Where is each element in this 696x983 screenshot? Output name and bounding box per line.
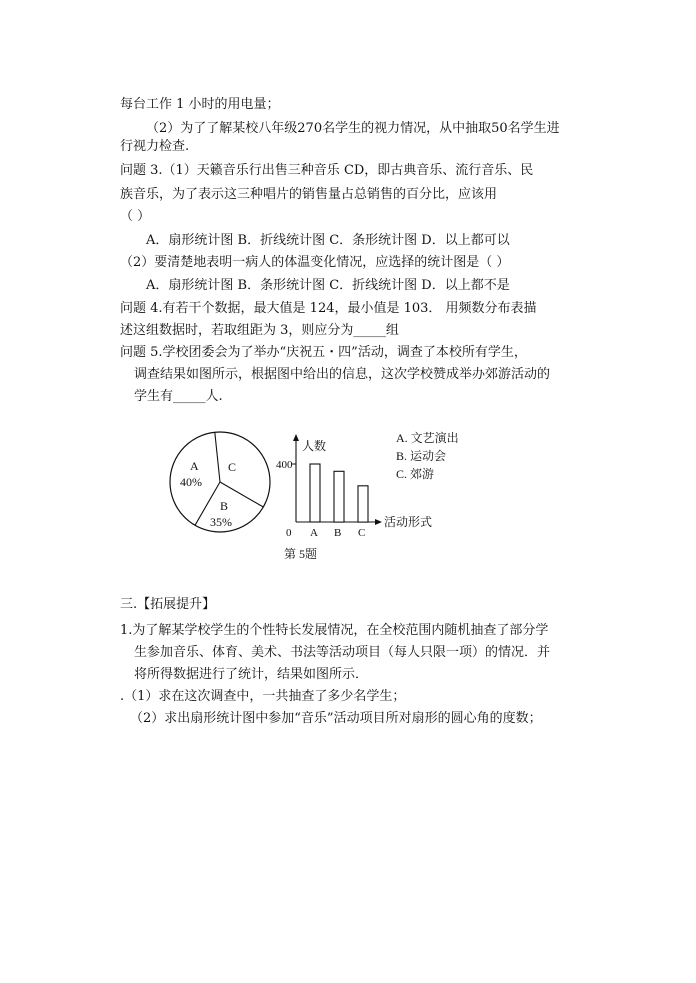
text-line: （2）求出扇形统计图中参加“音乐”活动项目所对扇形的圆心角的度数； <box>130 711 542 726</box>
legend-item-c: C. 郊游 <box>396 467 435 481</box>
y-tick-label: 400 <box>276 459 293 471</box>
text-line: 每台工作 1 小时的用电量； <box>120 97 280 112</box>
figure-q5 <box>150 426 480 566</box>
text-line: 述这组数据时，若取组距为 3，则应分为_____组 <box>120 323 399 338</box>
x-tick-a: A <box>310 527 318 539</box>
text-line: （2）要清楚地表明一病人的体温变化情况，应选择的统计图是（ ） <box>120 255 510 270</box>
legend-item-a: A. 文艺演出 <box>396 431 459 445</box>
section-heading: 三.【拓展提升】 <box>120 597 216 612</box>
pie-label-b: B <box>220 499 229 513</box>
pie-label-c: C <box>228 460 237 474</box>
bar-b <box>334 471 344 522</box>
pie-chart <box>170 432 270 532</box>
y-axis-arrow <box>293 434 299 441</box>
legend <box>396 430 459 481</box>
pie-divider <box>215 432 220 482</box>
text-line: 族音乐，为了表示这三种唱片的销售量占总销售的百分比，应该用 <box>120 187 498 202</box>
text-line: 将所得数据进行了统计，结果如图所示． <box>134 667 369 682</box>
text-line: 问题 3.（1）天籁音乐行出售三种音乐 CD，即古典音乐、流行音乐、民 <box>120 163 534 178</box>
text-line: 问题 4.有若干个数据，最大值是 124，最小值是 103． 用频数分布表描 <box>120 301 537 316</box>
text-line: 问题 5.学校团委会为了举办“庆祝五・四”活动，调查了本校所有学生， <box>120 345 527 360</box>
figure-caption: 第 5题 <box>284 547 318 561</box>
bar-c <box>358 486 368 522</box>
text-line: .（1）求在这次调查中，一共抽查了多少名学生； <box>120 689 406 704</box>
x-tick-c: C <box>358 527 366 539</box>
y-axis-label: 人数 <box>302 439 327 453</box>
bar-a <box>310 464 320 522</box>
pie-value-a: 40% <box>180 475 202 489</box>
text-line: 调查结果如图所示，根据图中给出的信息，这次学校赞成举办郊游活动的 <box>134 367 551 382</box>
legend-item-b: B. 运动会 <box>396 449 447 463</box>
text-line: 学生有_____人. <box>134 389 223 404</box>
figure-q5-svg <box>150 426 480 566</box>
text-line: A．扇形统计图 B．条形统计图 C．折线统计图 D．以上都不是 <box>146 278 510 293</box>
text-line: A．扇形统计图 B．折线统计图 C．条形统计图 D．以上都可以 <box>146 233 510 248</box>
x-axis-label: 活动形式 <box>384 515 433 529</box>
text-line: 生参加音乐、体育、美术、书法等活动项目（每人只限一项）的情况．并 <box>134 645 551 660</box>
origin-label: 0 <box>286 527 292 539</box>
text-line: 行视力检查. <box>120 139 190 154</box>
pie-value-b: 35% <box>210 515 232 529</box>
x-axis-arrow <box>375 519 382 525</box>
text-line: （ ） <box>120 209 151 224</box>
pie-label-a: A <box>190 459 199 473</box>
text-line: 1.为了解某学校学生的个性特长发展情况，在全校范围内随机抽查了部分学 <box>120 623 549 638</box>
x-tick-b: B <box>334 527 342 539</box>
text-line: （2）为了了解某校八年级270名学生的视力情况，从中抽取50名学生进 <box>146 121 560 136</box>
